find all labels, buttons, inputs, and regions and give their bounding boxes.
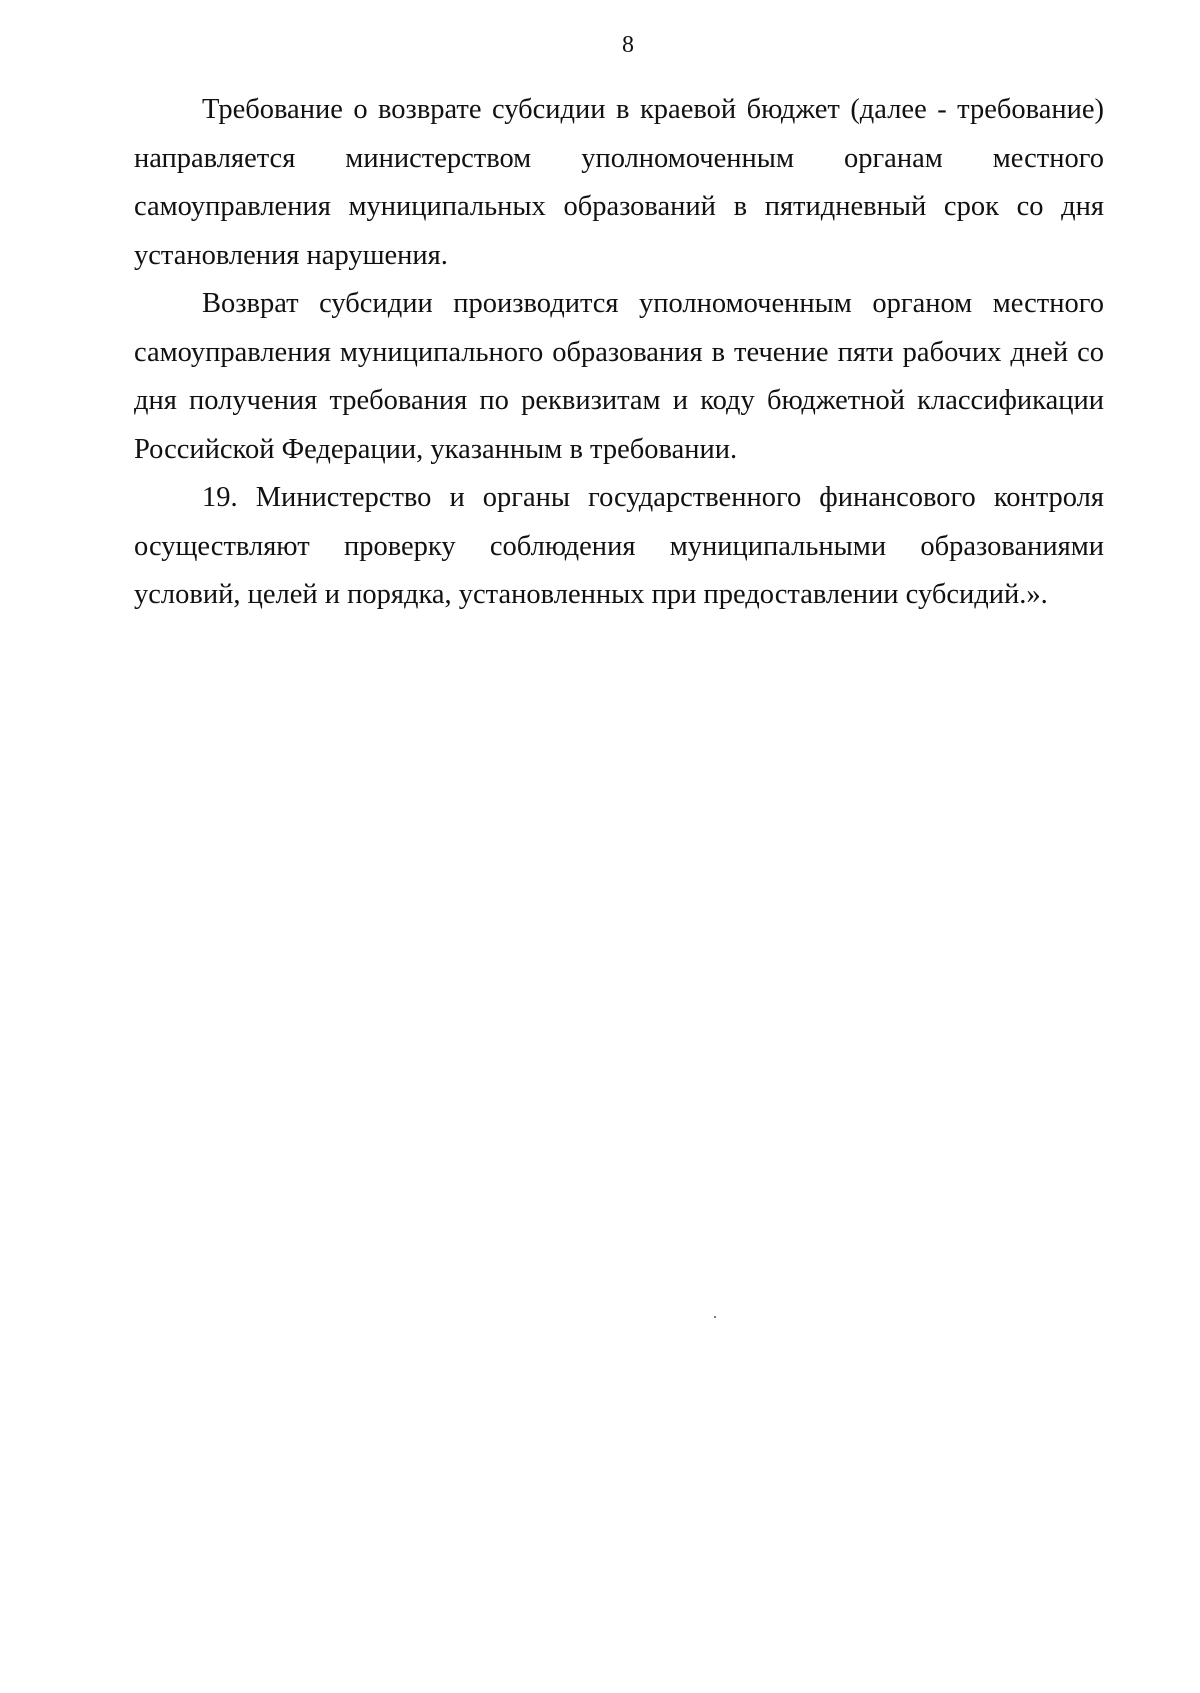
scan-speck [714, 1316, 716, 1318]
paragraph-item-19-control: 19. Министерство и органы государственного финансового контроля осуществляют проверку соблюдения муниципальными образованиями условий, целей и порядка, установленных при предоставлении субсидий.». [134, 482, 1104, 610]
paragraph-subsidy-return-procedure: Возврат субсидии производится уполномоченным органом местного самоуправления муниципального образования в течение пяти рабочих дней со дня получения требования по реквизитам и коду бюджетной классификации Российской Федерации, указанным в требовании. [134, 288, 1104, 465]
page-number: 8 [622, 32, 634, 58]
paragraph-subsidy-return-demand: Требование о возврате субсидии в краевой бюджет (далее - требование) направляется министерством уполномоченным органам местного самоуправления муниципальных образований в пятидневный срок со дня установления нарушения. [134, 94, 1104, 271]
document-body [134, 86, 1104, 620]
